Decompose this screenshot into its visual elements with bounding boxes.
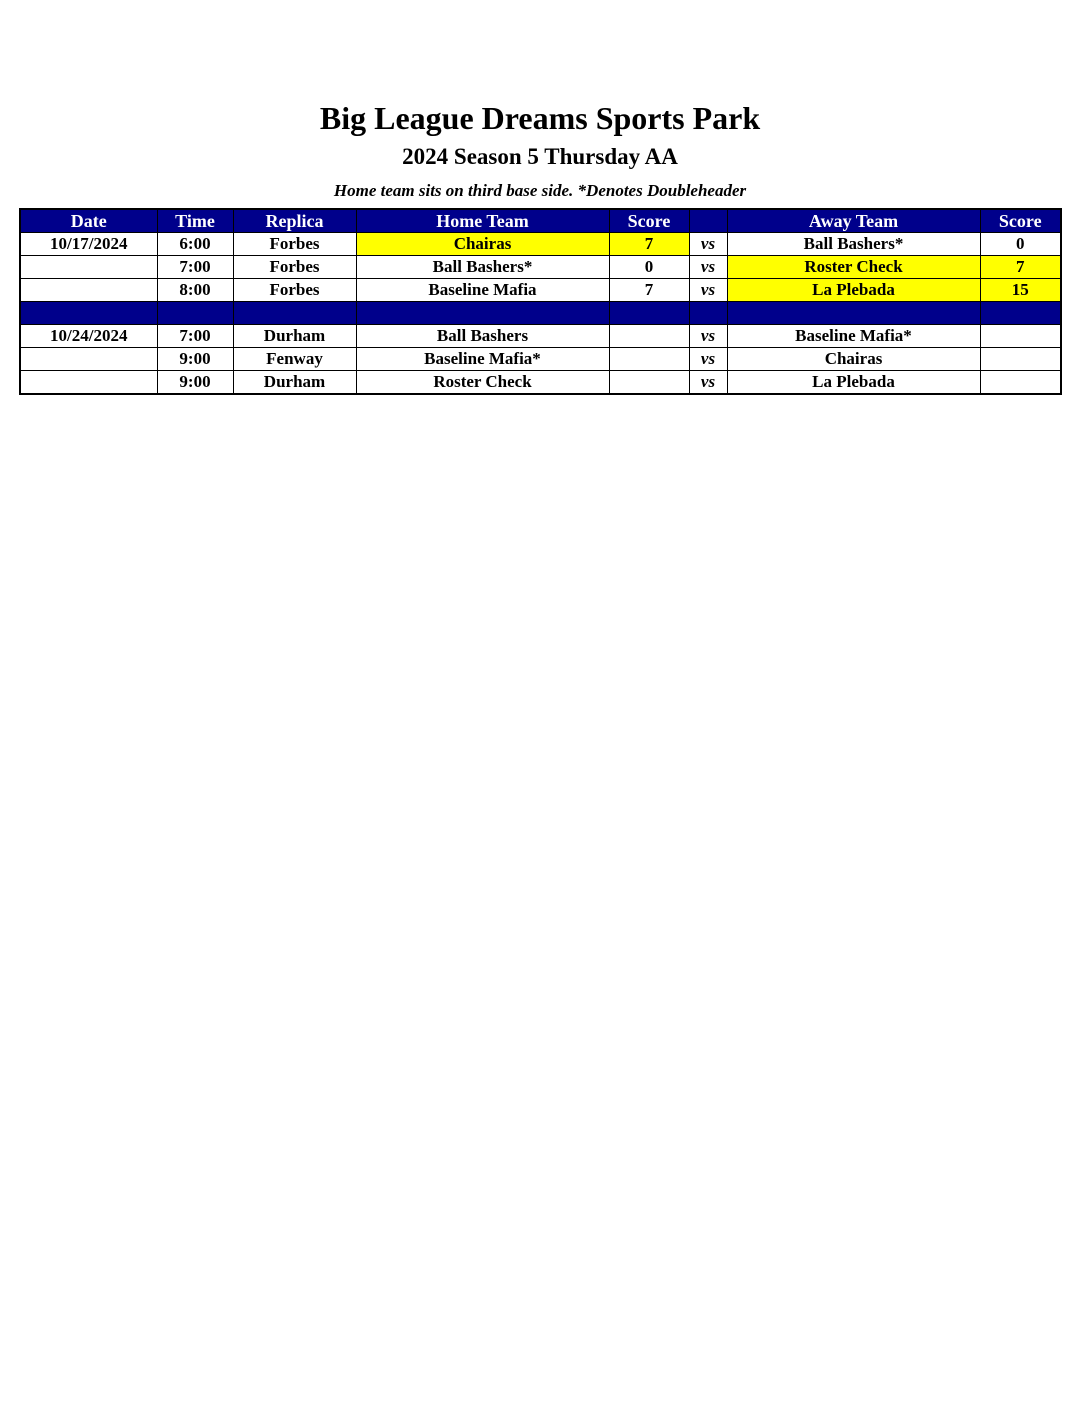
- vs-label: vs: [689, 256, 727, 279]
- game-time: 6:00: [157, 233, 233, 256]
- home-score: 0: [609, 256, 689, 279]
- away-team: La Plebada: [727, 371, 980, 395]
- game-time: 9:00: [157, 371, 233, 395]
- home-score: 7: [609, 233, 689, 256]
- table-row: [20, 371, 1061, 395]
- game-replica: Forbes: [233, 279, 356, 302]
- col-header-vs: [689, 209, 727, 233]
- game-time: 9:00: [157, 348, 233, 371]
- schedule-note: Home team sits on third base side. *Denotes Doubleheader: [333, 181, 747, 200]
- away-team: Chairas: [727, 348, 980, 371]
- vs-label: vs: [689, 325, 727, 348]
- game-date: 10/17/2024: [20, 233, 157, 256]
- col-header-time: Time: [157, 209, 233, 233]
- header-row: [20, 209, 1061, 233]
- col-header-away-team: Away Team: [727, 209, 980, 233]
- game-date: [20, 256, 157, 279]
- away-score: 15: [980, 279, 1061, 302]
- vs-label: vs: [689, 348, 727, 371]
- vs-label: vs: [689, 371, 727, 395]
- game-replica: Forbes: [233, 256, 356, 279]
- col-header-away-score: Score: [980, 209, 1061, 233]
- game-date: [20, 279, 157, 302]
- away-team: Baseline Mafia*: [727, 325, 980, 348]
- col-header-replica: Replica: [233, 209, 356, 233]
- game-replica: Fenway: [233, 348, 356, 371]
- separator-cell: [233, 302, 356, 325]
- page-subtitle: 2024 Season 5 Thursday AA: [402, 144, 678, 169]
- page-title: Big League Dreams Sports Park: [319, 100, 761, 136]
- home-team: Roster Check: [356, 371, 609, 395]
- away-team: La Plebada: [727, 279, 980, 302]
- home-team: Ball Bashers*: [356, 256, 609, 279]
- game-date: 10/24/2024: [20, 325, 157, 348]
- game-time: 8:00: [157, 279, 233, 302]
- col-header-home-score: Score: [609, 209, 689, 233]
- away-score: 0: [980, 233, 1061, 256]
- separator-cell: [727, 302, 980, 325]
- home-team: Ball Bashers: [356, 325, 609, 348]
- home-team: Chairas: [356, 233, 609, 256]
- table-row: [20, 279, 1061, 302]
- away-team: Roster Check: [727, 256, 980, 279]
- separator-cell: [980, 302, 1061, 325]
- separator-cell: [689, 302, 727, 325]
- col-header-home-team: Home Team: [356, 209, 609, 233]
- table-row: [20, 233, 1061, 256]
- home-score: [609, 348, 689, 371]
- away-score: [980, 325, 1061, 348]
- vs-label: vs: [689, 233, 727, 256]
- game-time: 7:00: [157, 256, 233, 279]
- home-score: [609, 325, 689, 348]
- table-row: [20, 325, 1061, 348]
- home-score: 7: [609, 279, 689, 302]
- game-replica: Forbes: [233, 233, 356, 256]
- game-date: [20, 348, 157, 371]
- separator-cell: [609, 302, 689, 325]
- home-score: [609, 371, 689, 395]
- schedule-table: [19, 208, 1062, 395]
- home-team: Baseline Mafia: [356, 279, 609, 302]
- vs-label: vs: [689, 279, 727, 302]
- separator-cell: [356, 302, 609, 325]
- week-separator-row: [20, 302, 1061, 325]
- away-score: 7: [980, 256, 1061, 279]
- away-score: [980, 348, 1061, 371]
- separator-cell: [157, 302, 233, 325]
- separator-cell: [20, 302, 157, 325]
- col-header-date: Date: [20, 209, 157, 233]
- game-date: [20, 371, 157, 395]
- table-row: [20, 256, 1061, 279]
- game-time: 7:00: [157, 325, 233, 348]
- table-row: [20, 348, 1061, 371]
- away-team: Ball Bashers*: [727, 233, 980, 256]
- game-replica: Durham: [233, 325, 356, 348]
- game-replica: Durham: [233, 371, 356, 395]
- away-score: [980, 371, 1061, 395]
- home-team: Baseline Mafia*: [356, 348, 609, 371]
